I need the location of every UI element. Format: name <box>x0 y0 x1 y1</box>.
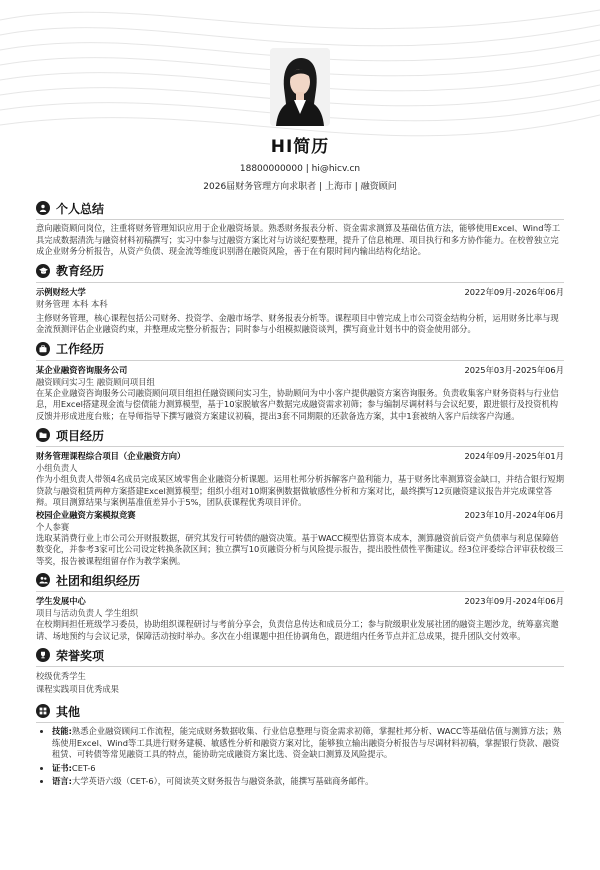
others-list <box>36 726 564 788</box>
project-item <box>36 509 564 568</box>
section-work <box>36 340 564 423</box>
school-name: 示例财经大学 <box>36 286 86 297</box>
project-role: 小组负责人 <box>36 463 78 473</box>
avatar-portrait-icon <box>270 48 330 126</box>
section-title <box>36 571 564 589</box>
section-title-text: 工作经历 <box>56 342 105 356</box>
education-header-row <box>36 286 564 298</box>
section-summary <box>36 199 564 258</box>
section-title <box>36 262 564 280</box>
social-date: 2023年09月-2024年06月 <box>464 596 564 606</box>
graduation-cap-icon <box>36 264 50 278</box>
others-label: 技能: <box>52 726 72 736</box>
person-icon <box>36 201 50 215</box>
project-text: 选取某消费行业上市公司公开财报数据，研究其发行可转债的融资决策。基于WACC模型估算资本成本，测算融资前后资产负债率与利息保障倍数变化，并参考3家可比公司设定转换条款区间；独立撰写10页融资分析与风险提示报告，提出股性债性平衡建议。经3位评委综合评审获校级三等奖，报告被课程组留存作为教学案例。 <box>36 532 564 566</box>
job-target: 2026届财务管理方向求职者 | 上海市 | 融资顾问 <box>203 182 397 192</box>
section-education <box>36 262 564 336</box>
social-text: 在校期间担任班级学习委员，协助组织课程研讨与考前分享会，负责信息传达和成员分工；参与院级职业发展社团的融资主题沙龙，统筹嘉宾邀请、场地预约与会议记录，保障活动按时举办。多次在小组课题中担任协调角色，跟进组内任务节点并汇总成果，提升团队交付效率。 <box>36 619 559 641</box>
project-header-row <box>36 450 564 462</box>
work-text: 在某企业融资咨询服务公司融资顾问项目组担任融资顾问实习生，协助顾问为中小客户提供融资方案咨询服务。负责收集客户财务资料与行业信息，用Excel搭建现金流与偿债能力测算模型，基于10家脱敏客户数据完成融资需求初筛；参与编制尽调材料与会议纪要，跟进银行及投资机构反馈并形成进度台账；在导师指导下撰写融资方案建议初稿，提出3套不同期限的还款备选方案，其中1套被纳入客户后续客户沟通。 <box>36 387 559 421</box>
work-role: 融资顾问实习生 融资顾问项目组 <box>36 376 155 387</box>
project-name: 校园企业融资方案模拟竞赛 <box>36 509 136 520</box>
section-honors <box>36 646 564 696</box>
others-label: 证书: <box>52 762 72 773</box>
section-title-text: 社团和组织经历 <box>56 573 141 588</box>
project-date: 2023年10月-2024年06月 <box>464 509 564 520</box>
company-name: 某企业融资咨询服务公司 <box>36 364 128 375</box>
section-title-text: 教育经历 <box>56 264 105 278</box>
social-header-row <box>36 595 564 607</box>
section-others <box>36 702 564 788</box>
section-title <box>36 340 564 358</box>
divider <box>36 666 564 667</box>
honor-item: 校级优秀学生 <box>36 671 86 681</box>
folder-icon <box>36 428 50 442</box>
section-title <box>36 646 564 664</box>
divider <box>36 282 564 283</box>
section-title-text: 个人总结 <box>56 201 105 216</box>
education-major: 财务管理 本科 本科 <box>36 298 108 309</box>
section-projects <box>36 426 564 567</box>
summary-text: 意向融资顾问岗位，注重将财务管理知识应用于企业融资场景。熟悉财务报表分析、资金需求测算及基础估值方法，能够使用Excel、Wind等工具完成数据清洗与融资材料初稿撰写；实习中参与过融资方案比对与访谈纪要整理，提升了信息梳理、项目执行和多方协作能力。在校曾独立完成企业财务分析报告，从资产负债、现金流等维度识别潜在融资风险，善于在有限时间内输出结构化结论。 <box>36 223 561 256</box>
section-title-text: 荣誉奖项 <box>56 648 105 663</box>
section-title-text: 项目经历 <box>56 428 105 443</box>
trophy-icon <box>36 648 50 662</box>
candidate-name: HI简历 <box>270 137 330 157</box>
contact-info: 18800000000 | hi@hicv.cn <box>239 164 361 174</box>
group-icon <box>36 573 50 587</box>
others-text: 大学英语六级（CET-6），可阅读英文财务报告与融资条款，能撰写基础商务邮件。 <box>71 776 374 786</box>
others-text: 熟悉企业融资顾问工作流程，能完成财务数据收集、行业信息整理与资金需求初筛，掌握杜邦分析、WACC等基础估值与测算方法；熟练使用Excel、Wind等工具进行财务建模、敏感性分析和融资方案对比，能够独立输出融资分析报告与尽调材料初稿，掌握银行贷款、融资租赁、可转债等常见融资工具的特点，能协助完成融资方案比选、资金缺口测算及风险提示。 <box>52 726 562 759</box>
education-text: 主修财务管理，核心课程包括公司财务、投资学、金融市场学、财务报表分析等。课程项目中曾完成上市公司资金结构分析，运用财务比率与现金流预测评估企业融资约束，并整理成完整分析报告；同时参与小组模拟融资谈判，撰写商业计划书中的资金使用部分。 <box>36 312 559 334</box>
divider <box>36 722 564 723</box>
section-title <box>36 199 564 217</box>
honor-item: 课程实践项目优秀成果 <box>36 684 119 694</box>
avatar <box>270 48 330 126</box>
divider <box>36 446 564 447</box>
section-title-text: 其他 <box>56 704 81 719</box>
others-item <box>52 776 564 788</box>
organization-name: 学生发展中心 <box>36 596 86 606</box>
social-role: 项目与活动负责人 学生组织 <box>36 608 139 618</box>
project-text: 作为小组负责人带领4名成员完成某区域零售企业融资分析课题。运用杜邦分析拆解客户盈利能力，基于财务比率测算资金缺口，并结合银行短期贷款与融资租赁两种方案搭建Excel测算模型；组织小组对10期案例数据做敏感性分析和方案对比，最终撰写12页融资建议报告并完成课堂答辩。项目测算结果与案例基准值差异小于5%，团队获课程优秀项目评价。 <box>36 474 564 507</box>
section-title <box>36 702 564 720</box>
project-role: 个人参赛 <box>36 521 70 532</box>
divider <box>36 360 564 361</box>
others-item <box>52 726 564 761</box>
others-item <box>52 763 564 775</box>
grid-icon <box>36 704 50 718</box>
divider <box>36 591 564 592</box>
project-date: 2024年09月-2025年01月 <box>464 451 564 461</box>
resume-header <box>36 0 564 193</box>
project-item <box>36 450 564 509</box>
others-text: CET-6 <box>71 762 96 773</box>
project-name: 财务管理课程综合项目（企业融资方向） <box>36 451 186 461</box>
section-social <box>36 571 564 642</box>
project-header-row <box>36 509 564 521</box>
section-title <box>36 426 564 444</box>
work-date: 2025年03月-2025年06月 <box>464 364 564 375</box>
briefcase-icon <box>36 342 50 356</box>
divider <box>36 219 564 220</box>
education-date: 2022年09月-2026年06月 <box>464 286 564 297</box>
work-header-row <box>36 364 564 376</box>
others-label: 语言: <box>52 776 72 786</box>
